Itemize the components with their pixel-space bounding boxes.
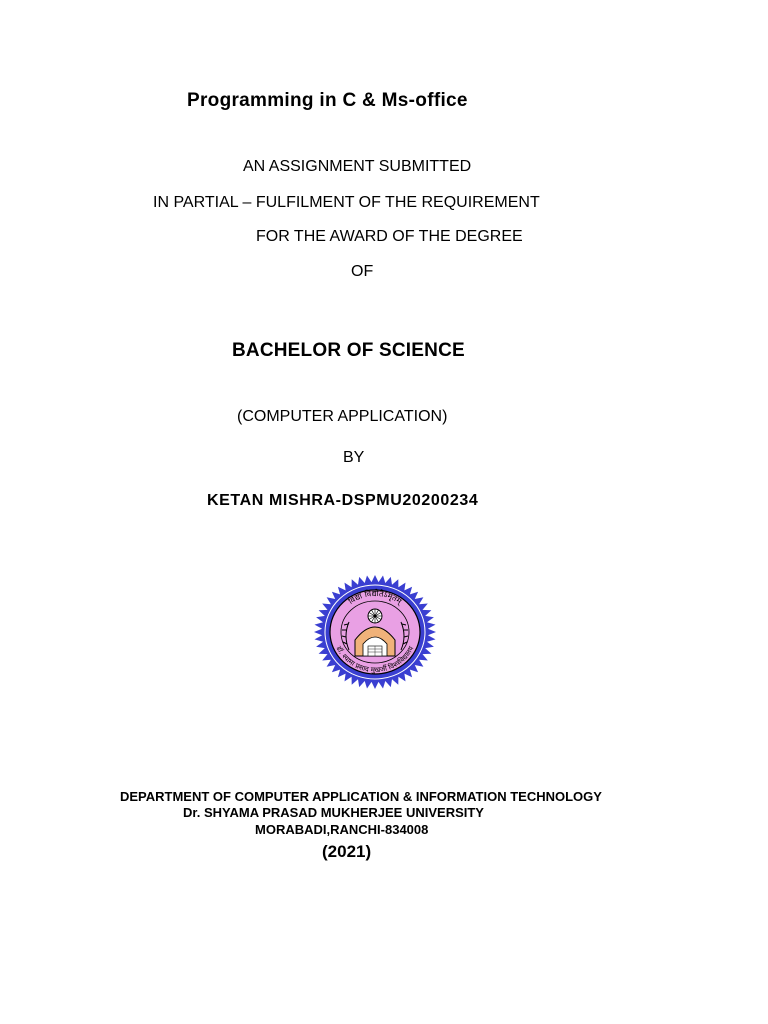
- specialization: (COMPUTER APPLICATION): [237, 408, 448, 425]
- degree-title: BACHELOR OF SCIENCE: [232, 340, 465, 361]
- by-label: BY: [343, 449, 365, 466]
- dharma-chakra-icon: [368, 609, 382, 623]
- statement-line-2: IN PARTIAL – FULFILMENT OF THE REQUIREMENT: [153, 194, 540, 211]
- department-name: DEPARTMENT OF COMPUTER APPLICATION & INFORMATION TECHNOLOGY: [120, 789, 602, 804]
- course-title: Programming in C & Ms-office: [187, 90, 468, 111]
- university-seal-logo: [313, 574, 437, 690]
- university-name: Dr. SHYAMA PRASAD MUKHERJEE UNIVERSITY: [183, 805, 484, 820]
- statement-line-1: AN ASSIGNMENT SUBMITTED: [243, 158, 472, 175]
- author-name: KETAN MISHRA-DSPMU20200234: [207, 492, 479, 509]
- seal-bottom-text: डॉ. श्यामा प्रसाद मुखर्जी विश्वविद्यालय: [334, 644, 416, 675]
- seal-top-text: विद्या विद्योतेऽमृतम्: [346, 588, 404, 606]
- statement-line-3: FOR THE AWARD OF THE DEGREE: [256, 228, 523, 245]
- submission-year: (2021): [322, 842, 372, 861]
- statement-line-4: OF: [351, 263, 374, 280]
- university-address: MORABADI,RANCHI-834008: [255, 822, 429, 837]
